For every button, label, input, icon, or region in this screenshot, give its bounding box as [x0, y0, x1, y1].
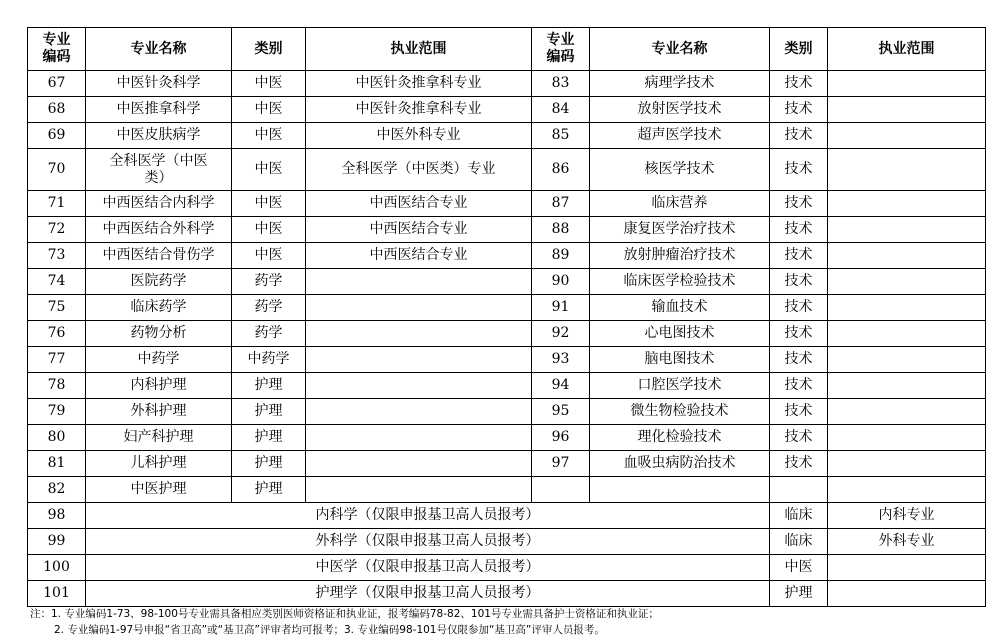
cell-name-right: 心电图技术 — [590, 321, 770, 347]
cell-category-right: 技术 — [770, 425, 828, 451]
header-code-left: 专业编码 — [28, 28, 86, 71]
cell-category-left: 护理 — [232, 425, 306, 451]
cell-name-right: 超声医学技术 — [590, 123, 770, 149]
header-name-right: 专业名称 — [590, 28, 770, 71]
cell-name-right: 临床营养 — [590, 191, 770, 217]
cell-scope-right — [828, 321, 986, 347]
cell-name-left: 中医推拿科学 — [86, 97, 232, 123]
footnotes — [30, 606, 990, 638]
cell-scope-right — [828, 71, 986, 97]
cell-category-left: 中医 — [232, 191, 306, 217]
table-row — [28, 321, 986, 347]
cell-category-right: 技术 — [770, 97, 828, 123]
table-row — [28, 451, 986, 477]
cell-category-left: 药学 — [232, 269, 306, 295]
cell-scope-right — [828, 243, 986, 269]
table-row — [28, 71, 986, 97]
cell-scope-left — [306, 321, 532, 347]
cell-category-right: 技术 — [770, 217, 828, 243]
cell-name-left: 妇产科护理 — [86, 425, 232, 451]
cell-category-left: 中医 — [232, 149, 306, 191]
cell-category-right: 技术 — [770, 191, 828, 217]
footnote-line-1: 注：1. 专业编码1-73、98-100号专业需具备相应类别医师资格证和执业证，报考编码78-82、101号专业需具备护士资格证和执业证； — [30, 608, 659, 620]
cell-scope-left: 全科医学（中医类）专业 — [306, 149, 532, 191]
cell-name-left: 临床药学 — [86, 295, 232, 321]
cell-code-left: 70 — [28, 149, 86, 191]
cell-category-left: 中医 — [232, 217, 306, 243]
table-row — [28, 191, 986, 217]
cell-category-left: 护理 — [232, 373, 306, 399]
cell-code-right: 95 — [532, 399, 590, 425]
cell-name-right: 血吸虫病防治技术 — [590, 451, 770, 477]
cell-name-right: 微生物检验技术 — [590, 399, 770, 425]
table-row — [28, 425, 986, 451]
cell-name-right: 核医学技术 — [590, 149, 770, 191]
cell-code-right: 88 — [532, 217, 590, 243]
cell-category-right: 技术 — [770, 451, 828, 477]
header-name-left: 专业名称 — [86, 28, 232, 71]
cell-scope-right — [828, 149, 986, 191]
cell-name-left: 全科医学（中医类） — [86, 149, 232, 191]
cell-name-left: 中西医结合内科学 — [86, 191, 232, 217]
cell-special-code: 99 — [28, 529, 86, 555]
cell-name-right: 脑电图技术 — [590, 347, 770, 373]
cell-category-right: 技术 — [770, 373, 828, 399]
cell-name-left: 儿科护理 — [86, 451, 232, 477]
cell-name-left: 中西医结合骨伤学 — [86, 243, 232, 269]
cell-category-left: 中医 — [232, 71, 306, 97]
cell-code-left: 77 — [28, 347, 86, 373]
cell-scope-right — [828, 399, 986, 425]
cell-code-left: 68 — [28, 97, 86, 123]
table-row — [28, 477, 986, 503]
cell-category-right — [770, 477, 828, 503]
cell-special-scope: 外科专业 — [828, 529, 986, 555]
footnote-line-2: 2. 专业编码1-97号申报“省卫高”或“基卫高”评审者均可报考；3. 专业编码98-101号仅限参加“基卫高”评审人员报考。 — [54, 624, 605, 636]
cell-name-left: 中医针灸科学 — [86, 71, 232, 97]
cell-scope-left: 中医针灸推拿科专业 — [306, 97, 532, 123]
cell-code-left: 69 — [28, 123, 86, 149]
cell-scope-left — [306, 399, 532, 425]
cell-code-right — [532, 477, 590, 503]
cell-special-name: 外科学（仅限申报基卫高人员报考） — [86, 529, 770, 555]
header-scope-right: 执业范围 — [828, 28, 986, 71]
cell-code-left: 79 — [28, 399, 86, 425]
cell-special-category: 临床 — [770, 503, 828, 529]
cell-code-left: 75 — [28, 295, 86, 321]
cell-special-code: 101 — [28, 581, 86, 607]
cell-category-left: 护理 — [232, 399, 306, 425]
cell-name-right: 口腔医学技术 — [590, 373, 770, 399]
table-row — [28, 243, 986, 269]
cell-code-left: 78 — [28, 373, 86, 399]
cell-code-right: 85 — [532, 123, 590, 149]
cell-code-left: 67 — [28, 71, 86, 97]
cell-category-left: 护理 — [232, 451, 306, 477]
cell-name-right: 临床医学检验技术 — [590, 269, 770, 295]
cell-code-left: 76 — [28, 321, 86, 347]
special-table-row — [28, 529, 986, 555]
cell-scope-left — [306, 347, 532, 373]
special-table-row — [28, 503, 986, 529]
cell-code-left: 81 — [28, 451, 86, 477]
cell-name-right: 放射医学技术 — [590, 97, 770, 123]
cell-category-left: 中药学 — [232, 347, 306, 373]
cell-name-left: 外科护理 — [86, 399, 232, 425]
cell-code-right: 90 — [532, 269, 590, 295]
cell-name-left: 中医护理 — [86, 477, 232, 503]
cell-code-right: 86 — [532, 149, 590, 191]
cell-scope-left — [306, 451, 532, 477]
cell-scope-left — [306, 295, 532, 321]
cell-category-right: 技术 — [770, 321, 828, 347]
cell-special-code: 100 — [28, 555, 86, 581]
cell-name-left: 中西医结合外科学 — [86, 217, 232, 243]
table-row — [28, 123, 986, 149]
cell-code-right: 93 — [532, 347, 590, 373]
cell-category-right: 技术 — [770, 269, 828, 295]
header-code-right: 专业编码 — [532, 28, 590, 71]
cell-special-category: 中医 — [770, 555, 828, 581]
cell-code-right: 83 — [532, 71, 590, 97]
cell-scope-right — [828, 295, 986, 321]
cell-code-right: 91 — [532, 295, 590, 321]
table-header-row — [28, 28, 986, 71]
cell-scope-right — [828, 97, 986, 123]
cell-scope-left: 中西医结合专业 — [306, 191, 532, 217]
cell-name-right: 理化检验技术 — [590, 425, 770, 451]
cell-scope-right — [828, 217, 986, 243]
cell-category-left: 药学 — [232, 321, 306, 347]
special-table-row — [28, 555, 986, 581]
cell-category-right: 技术 — [770, 123, 828, 149]
specialty-table — [27, 27, 986, 607]
cell-category-right: 技术 — [770, 243, 828, 269]
cell-scope-right — [828, 373, 986, 399]
cell-code-right: 94 — [532, 373, 590, 399]
cell-special-category: 护理 — [770, 581, 828, 607]
cell-category-right: 技术 — [770, 399, 828, 425]
cell-code-left: 72 — [28, 217, 86, 243]
cell-category-left: 中医 — [232, 243, 306, 269]
cell-code-left: 80 — [28, 425, 86, 451]
cell-scope-right — [828, 451, 986, 477]
cell-code-right: 87 — [532, 191, 590, 217]
cell-scope-left: 中医针灸推拿科专业 — [306, 71, 532, 97]
table-row — [28, 97, 986, 123]
cell-special-scope — [828, 581, 986, 607]
cell-name-left: 药物分析 — [86, 321, 232, 347]
cell-scope-right — [828, 123, 986, 149]
cell-code-left: 71 — [28, 191, 86, 217]
cell-scope-left — [306, 477, 532, 503]
cell-name-left: 医院药学 — [86, 269, 232, 295]
cell-category-left: 药学 — [232, 295, 306, 321]
header-scope-left: 执业范围 — [306, 28, 532, 71]
table-row — [28, 149, 986, 191]
cell-code-left: 74 — [28, 269, 86, 295]
cell-code-right: 84 — [532, 97, 590, 123]
cell-special-category: 临床 — [770, 529, 828, 555]
cell-name-left: 内科护理 — [86, 373, 232, 399]
cell-name-right: 病理学技术 — [590, 71, 770, 97]
cell-scope-right — [828, 477, 986, 503]
table-row — [28, 347, 986, 373]
table-row — [28, 373, 986, 399]
cell-special-scope: 内科专业 — [828, 503, 986, 529]
cell-scope-right — [828, 347, 986, 373]
cell-category-left: 中医 — [232, 123, 306, 149]
cell-scope-right — [828, 269, 986, 295]
table-row — [28, 399, 986, 425]
cell-special-name: 中医学（仅限申报基卫高人员报考） — [86, 555, 770, 581]
cell-code-right: 92 — [532, 321, 590, 347]
cell-name-left: 中医皮肤病学 — [86, 123, 232, 149]
cell-scope-left: 中医外科专业 — [306, 123, 532, 149]
cell-category-right: 技术 — [770, 71, 828, 97]
cell-scope-left — [306, 425, 532, 451]
cell-special-scope — [828, 555, 986, 581]
cell-category-left: 护理 — [232, 477, 306, 503]
cell-category-right: 技术 — [770, 149, 828, 191]
cell-category-left: 中医 — [232, 97, 306, 123]
cell-special-name: 护理学（仅限申报基卫高人员报考） — [86, 581, 770, 607]
cell-code-left: 82 — [28, 477, 86, 503]
special-table-row — [28, 581, 986, 607]
table-row — [28, 269, 986, 295]
cell-scope-left — [306, 269, 532, 295]
cell-name-left: 中药学 — [86, 347, 232, 373]
cell-special-name: 内科学（仅限申报基卫高人员报考） — [86, 503, 770, 529]
cell-name-right — [590, 477, 770, 503]
cell-code-right: 96 — [532, 425, 590, 451]
cell-code-right: 97 — [532, 451, 590, 477]
header-category-right: 类别 — [770, 28, 828, 71]
cell-scope-left: 中西医结合专业 — [306, 217, 532, 243]
cell-name-right: 放射肿瘤治疗技术 — [590, 243, 770, 269]
cell-scope-left: 中西医结合专业 — [306, 243, 532, 269]
cell-code-right: 89 — [532, 243, 590, 269]
cell-special-code: 98 — [28, 503, 86, 529]
cell-scope-right — [828, 191, 986, 217]
cell-name-right: 康复医学治疗技术 — [590, 217, 770, 243]
cell-scope-left — [306, 373, 532, 399]
table-row — [28, 295, 986, 321]
header-category-left: 类别 — [232, 28, 306, 71]
cell-scope-right — [828, 425, 986, 451]
cell-code-left: 73 — [28, 243, 86, 269]
table-row — [28, 217, 986, 243]
cell-category-right: 技术 — [770, 347, 828, 373]
cell-category-right: 技术 — [770, 295, 828, 321]
cell-name-right: 输血技术 — [590, 295, 770, 321]
